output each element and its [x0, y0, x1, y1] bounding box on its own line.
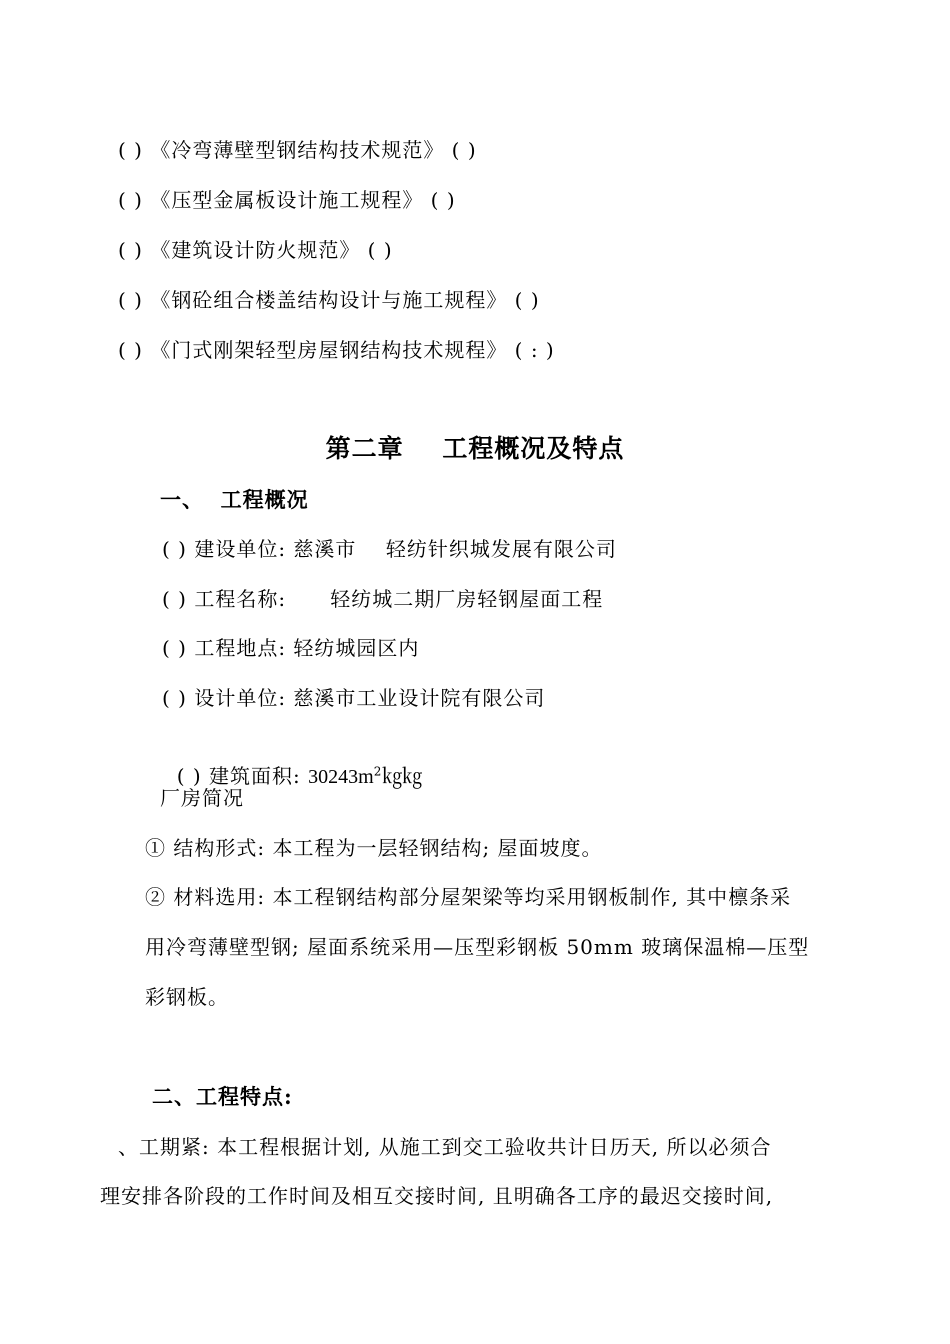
material-line: 彩钢板。	[145, 985, 229, 1009]
building-area-label: ( ) 建筑面积:	[176, 764, 309, 788]
sub-heading: 厂房简况	[160, 786, 244, 810]
area-unit-superscript: 2	[373, 764, 383, 779]
project-info-item: ( ) 建设单位: 慈溪市 轻纺针织城发展有限公司	[162, 537, 617, 561]
paragraph-line: 、工期紧: 本工程根据计划, 从施工到交工验收共计日历天, 所以必须合	[118, 1135, 772, 1159]
reference-item: ( ) 《钢砼组合楼盖结构设计与施工规程》 ( )	[118, 288, 540, 312]
project-info-item: ( ) 工程地点: 轻纺城园区内	[162, 636, 420, 660]
material-line: ② 材料选用: 本工程钢结构部分屋架梁等均采用钢板制作, 其中檩条采	[145, 885, 792, 909]
paragraph-line: 理安排各阶段的工作时间及相互交接时间, 且明确各工序的最迟交接时间,	[100, 1184, 774, 1208]
reference-item: ( ) 《门式刚架轻型房屋钢结构技术规程》 ( : )	[118, 338, 555, 362]
section-heading: 二、工程特点:	[152, 1084, 293, 1109]
material-line: 用冷弯薄壁型钢; 屋面系统采用—压型彩钢板 50mm 玻璃保温棉—压型	[145, 935, 810, 959]
area-units: ㎏㎏	[382, 766, 423, 788]
chapter-title: 第二章 工程概况及特点	[325, 434, 625, 463]
project-info-item: ( ) 工程名称: 轻纺城二期厂房轻钢屋面工程	[162, 587, 604, 611]
building-area-item	[162, 734, 422, 791]
reference-item: ( ) 《冷弯薄壁型钢结构技术规范》 ( )	[118, 138, 477, 162]
building-area-value: 30243m	[308, 766, 374, 788]
project-info-item: ( ) 设计单位: 慈溪市工业设计院有限公司	[162, 686, 546, 710]
reference-item: ( ) 《压型金属板设计施工规程》 ( )	[118, 188, 456, 212]
structure-form: ① 结构形式: 本工程为一层轻钢结构; 屋面坡度。	[145, 836, 603, 860]
section-heading: 一、 工程概况	[160, 487, 309, 512]
reference-item: ( ) 《建筑设计防火规范》 ( )	[118, 238, 393, 262]
